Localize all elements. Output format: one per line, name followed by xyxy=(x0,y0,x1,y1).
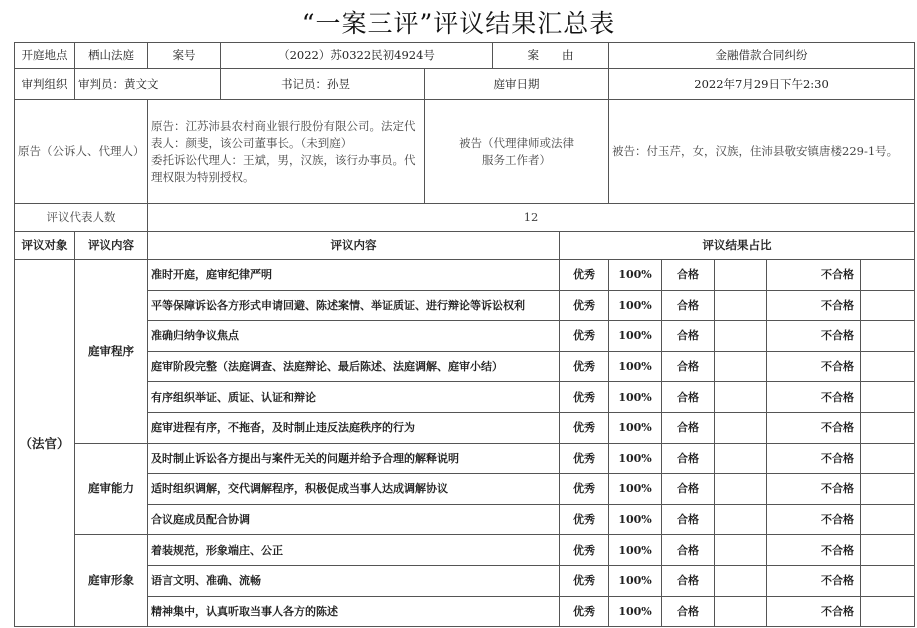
pass-percent xyxy=(715,474,767,505)
plaintiff-line: 原告：江苏沛县农村商业银行股份有限公司。法定代 xyxy=(151,118,416,133)
criterion-text: 有序组织举证、质证、认证和辩论 xyxy=(148,382,560,413)
rep-count-label: 评议代表人数 xyxy=(15,204,148,232)
excellent-percent: 100% xyxy=(609,565,662,596)
pass-label: 合格 xyxy=(662,382,715,413)
fail-label: 不合格 xyxy=(767,351,861,382)
fail-percent xyxy=(861,504,915,535)
criterion-row xyxy=(15,290,915,321)
pass-label: 合格 xyxy=(662,504,715,535)
pass-label: 合格 xyxy=(662,443,715,474)
court-location: 栖山法庭 xyxy=(75,43,148,69)
header-object: 评议对象 xyxy=(15,232,75,260)
plaintiff-line: 委托诉讼代理人：王斌，男，汉族，该行办事员。代 xyxy=(151,152,416,167)
excellent-label: 优秀 xyxy=(560,504,609,535)
criterion-row xyxy=(15,321,915,352)
fail-label: 不合格 xyxy=(767,382,861,413)
plaintiff-line: 表人：颜斐，该公司董事长。（未到庭） xyxy=(151,135,353,150)
excellent-percent: 100% xyxy=(609,443,662,474)
category-name: 庭审形象 xyxy=(75,535,148,627)
criterion-text: 精神集中，认真听取当事人各方的陈述 xyxy=(148,596,560,627)
defendant-label-line: 被告（代理律师或法律 xyxy=(459,135,575,150)
pass-label: 合格 xyxy=(662,565,715,596)
fail-label: 不合格 xyxy=(767,474,861,505)
excellent-percent: 100% xyxy=(609,474,662,505)
fail-percent xyxy=(861,412,915,443)
evaluation-object: （法官） xyxy=(15,260,75,627)
criterion-row xyxy=(15,535,915,566)
pass-label: 合格 xyxy=(662,596,715,627)
criterion-row xyxy=(15,351,915,382)
criterion-text: 着装规范，形象端庄、公正 xyxy=(148,535,560,566)
category-name: 庭审程序 xyxy=(75,260,148,444)
criterion-text: 庭审阶段完整（法庭调查、法庭辩论、最后陈述、法庭调解、庭审小结） xyxy=(148,351,560,382)
excellent-percent: 100% xyxy=(609,412,662,443)
hearing-date-label: 庭审日期 xyxy=(425,69,609,100)
pass-label: 合格 xyxy=(662,290,715,321)
fail-label: 不合格 xyxy=(767,535,861,566)
fail-label: 不合格 xyxy=(767,321,861,352)
criterion-text: 及时制止诉讼各方提出与案件无关的问题并给予合理的解释说明 xyxy=(148,443,560,474)
excellent-percent: 100% xyxy=(609,596,662,627)
excellent-percent: 100% xyxy=(609,260,662,291)
header-content: 评议内容 xyxy=(75,232,148,260)
pass-percent xyxy=(715,290,767,321)
category-name: 庭审能力 xyxy=(75,443,148,535)
excellent-percent: 100% xyxy=(609,351,662,382)
header-results: 评议结果占比 xyxy=(560,232,915,260)
fail-label: 不合格 xyxy=(767,504,861,535)
judge: 审判员：黄文文 xyxy=(75,69,221,100)
plaintiff-line: 理权限为特别授权。 xyxy=(151,169,255,184)
clerk: 书记员：孙昱 xyxy=(221,69,425,100)
pass-label: 合格 xyxy=(662,260,715,291)
fail-percent xyxy=(861,535,915,566)
cause: 金融借款合同纠纷 xyxy=(609,43,915,69)
pass-label: 合格 xyxy=(662,321,715,352)
fail-percent xyxy=(861,596,915,627)
excellent-label: 优秀 xyxy=(560,535,609,566)
criterion-row xyxy=(15,504,915,535)
criterion-row xyxy=(15,443,915,474)
fail-label: 不合格 xyxy=(767,260,861,291)
pass-label: 合格 xyxy=(662,474,715,505)
summary-table xyxy=(14,42,915,627)
fail-label: 不合格 xyxy=(767,412,861,443)
pass-percent xyxy=(715,596,767,627)
pass-label: 合格 xyxy=(662,535,715,566)
criterion-row xyxy=(15,596,915,627)
panel-label: 审判组织 xyxy=(15,69,75,100)
pass-percent xyxy=(715,443,767,474)
pass-percent xyxy=(715,351,767,382)
criterion-text: 平等保障诉讼各方形式申请回避、陈述案情、举证质证、进行辩论等诉讼权利 xyxy=(148,290,560,321)
criterion-row xyxy=(15,412,915,443)
pass-percent xyxy=(715,504,767,535)
fail-label: 不合格 xyxy=(767,443,861,474)
pass-percent xyxy=(715,321,767,352)
criterion-text: 准时开庭，庭审纪律严明 xyxy=(148,260,560,291)
defendant-label xyxy=(425,100,609,204)
excellent-label: 优秀 xyxy=(560,443,609,474)
hearing-date: 2022年7月29日下午2:30 xyxy=(609,69,915,100)
criterion-row xyxy=(15,474,915,505)
criterion-row xyxy=(15,382,915,413)
criterion-text: 合议庭成员配合协调 xyxy=(148,504,560,535)
defendant-info: 被告：付玉芹，女，汉族，住沛县敬安镇唐楼229-1号。 xyxy=(609,100,915,204)
pass-label: 合格 xyxy=(662,412,715,443)
pass-percent xyxy=(715,260,767,291)
criterion-text: 准确归纳争议焦点 xyxy=(148,321,560,352)
fail-percent xyxy=(861,290,915,321)
excellent-label: 优秀 xyxy=(560,260,609,291)
criterion-text: 适时组织调解，交代调解程序，积极促成当事人达成调解协议 xyxy=(148,474,560,505)
plaintiff-info xyxy=(148,100,425,204)
excellent-label: 优秀 xyxy=(560,290,609,321)
page-title: “一案三评”评议结果汇总表 xyxy=(301,9,616,38)
fail-percent xyxy=(861,474,915,505)
fail-percent xyxy=(861,260,915,291)
fail-label: 不合格 xyxy=(767,565,861,596)
excellent-label: 优秀 xyxy=(560,474,609,505)
pass-percent xyxy=(715,565,767,596)
fail-percent xyxy=(861,321,915,352)
pass-percent xyxy=(715,412,767,443)
plaintiff-label: 原告（公诉人、代理人） xyxy=(15,100,148,204)
defendant-label-line: 服务工作者） xyxy=(482,152,552,167)
header-items: 评议内容 xyxy=(148,232,560,260)
criteria-body xyxy=(15,260,915,627)
excellent-label: 优秀 xyxy=(560,382,609,413)
fail-label: 不合格 xyxy=(767,290,861,321)
excellent-label: 优秀 xyxy=(560,321,609,352)
fail-percent xyxy=(861,351,915,382)
excellent-percent: 100% xyxy=(609,504,662,535)
excellent-percent: 100% xyxy=(609,535,662,566)
case-no: （2022）苏0322民初4924号 xyxy=(221,43,493,69)
excellent-percent: 100% xyxy=(609,382,662,413)
pass-percent xyxy=(715,382,767,413)
fail-percent xyxy=(861,443,915,474)
fail-percent xyxy=(861,382,915,413)
excellent-label: 优秀 xyxy=(560,412,609,443)
pass-percent xyxy=(715,535,767,566)
excellent-label: 优秀 xyxy=(560,351,609,382)
criterion-row xyxy=(15,565,915,596)
excellent-percent: 100% xyxy=(609,290,662,321)
cause-label: 案 由 xyxy=(493,43,609,69)
criterion-row xyxy=(15,260,915,291)
excellent-label: 优秀 xyxy=(560,596,609,627)
excellent-percent: 100% xyxy=(609,321,662,352)
fail-percent xyxy=(861,565,915,596)
criterion-text: 庭审进程有序，不拖沓，及时制止违反法庭秩序的行为 xyxy=(148,412,560,443)
excellent-label: 优秀 xyxy=(560,565,609,596)
fail-label: 不合格 xyxy=(767,596,861,627)
pass-label: 合格 xyxy=(662,351,715,382)
rep-count: 12 xyxy=(148,204,915,232)
court-location-label: 开庭地点 xyxy=(15,43,75,69)
case-no-label: 案号 xyxy=(148,43,221,69)
criterion-text: 语言文明、准确、流畅 xyxy=(148,565,560,596)
